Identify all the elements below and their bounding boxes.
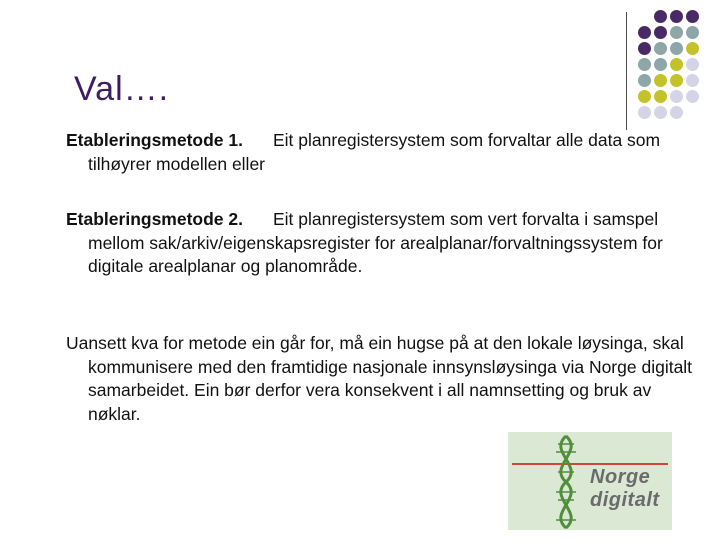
paragraph-conclusion xyxy=(66,332,698,426)
decorative-dot xyxy=(670,90,683,103)
decorative-dot xyxy=(670,42,683,55)
paragraph-method-2 xyxy=(66,208,698,279)
decorative-dot xyxy=(670,74,683,87)
logo-text-digitalt: digitalt xyxy=(590,489,660,511)
decorative-dot xyxy=(638,42,651,55)
paragraph-method-1 xyxy=(66,129,698,176)
decorative-dot xyxy=(686,26,699,39)
decorative-dot xyxy=(670,10,683,23)
logo-text-norge: Norge xyxy=(590,466,651,488)
decorative-dot xyxy=(638,90,651,103)
paragraph-lead: Etableringsmetode 2. xyxy=(66,209,243,229)
decorative-dot xyxy=(654,58,667,71)
decorative-dot xyxy=(670,58,683,71)
decorative-dot xyxy=(654,10,667,23)
decorative-dot xyxy=(686,58,699,71)
paragraph-text: Eit planregistersystem som vert forvalta i samspel mellom sak/arkiv/eigenskapsregister for arealplanar/forvaltningssystem for digitale arealplanar og planområde. xyxy=(88,209,663,276)
decorative-dot xyxy=(654,26,667,39)
decorative-dot xyxy=(686,42,699,55)
decorative-dot xyxy=(686,10,699,23)
decorative-dot xyxy=(638,106,651,119)
decorative-divider xyxy=(626,12,627,130)
slide-title: Val…. xyxy=(74,70,170,108)
paragraph-lead: Etableringsmetode 1. xyxy=(66,130,243,150)
decorative-dot xyxy=(638,74,651,87)
decorative-dot xyxy=(638,26,651,39)
decorative-dot xyxy=(654,74,667,87)
decorative-dot xyxy=(686,90,699,103)
norge-digitalt-logo xyxy=(508,432,672,530)
decorative-dot xyxy=(670,106,683,119)
decorative-dot xyxy=(638,58,651,71)
decorative-dot xyxy=(670,26,683,39)
decorative-dot xyxy=(654,106,667,119)
paragraph-text: Uansett kva for metode ein går for, må ein hugse på at den lokale løysinga, skal kommunisere med den framtidige nasjonale innsynsløysinga via Norge digitalt samarbeidet. Ein bør derfor vera konsekvent i all namnsetting og bruk av nøklar. xyxy=(66,333,693,424)
decorative-dot xyxy=(686,74,699,87)
decorative-dot xyxy=(654,90,667,103)
decorative-dot xyxy=(654,42,667,55)
paragraph-text: Eit planregistersystem som forvaltar alle data som tilhøyrer modellen eller xyxy=(88,130,661,174)
